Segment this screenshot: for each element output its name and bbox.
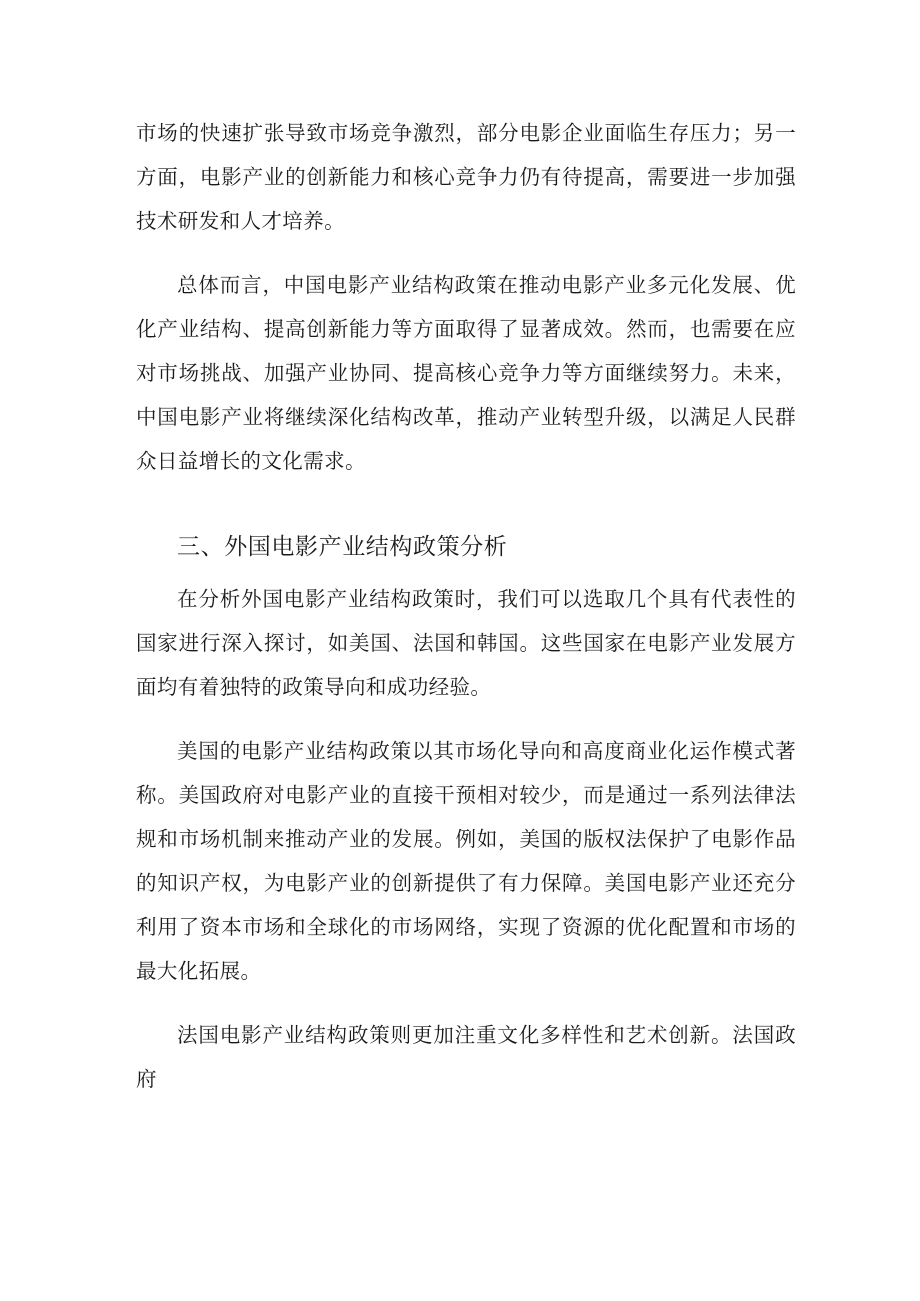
paragraph-france: 法国电影产业结构政策则更加注重文化多样性和艺术创新。法国政府 (136, 1023, 796, 1091)
section-spacer (136, 483, 796, 525)
paragraph-continued: 市场的快速扩张导致市场竞争激烈，部分电影企业面临生存压力；另一方面，电影产业的创新能力和核心竞争力仍有待提高，需要进一步加强技术研发和人才培养。 (136, 121, 796, 233)
paragraph-spacer (136, 243, 796, 263)
paragraph-summary: 总体而言，中国电影产业结构政策在推动电影产业多元化发展、优化产业结构、提高创新能力等方面取得了显著成效。然而，也需要在应对市场挑战、加强产业协同、提高核心竞争力等方面继续努力。未来，中国电影产业将继续深化结构改革，推动产业转型升级，以满足人民群众日益增长的文化需求。 (136, 273, 796, 473)
heading-spacer (136, 569, 796, 577)
paragraph-usa: 美国的电影产业结构政策以其市场化导向和高度商业化运作模式著称。美国政府对电影产业的直接干预相对较少，而是通过一系列法律法规和市场机制来推动产业的发展。例如，美国的版权法保护了电影作品的知识产权，为电影产业的创新提供了有力保障。美国电影产业还充分利用了资本市场和全球化的市场网络，实现了资源的优化配置和市场的最大化拓展。 (136, 739, 796, 983)
paragraph-spacer (136, 993, 796, 1013)
section-heading: 三、外国电影产业结构政策分析 (177, 534, 508, 560)
paragraph-intro: 在分析外国电影产业结构政策时，我们可以选取几个具有代表性的国家进行深入探讨，如美国、法国和韩国。这些国家在电影产业发展方面均有着独特的政策导向和成功经验。 (136, 587, 796, 699)
paragraph-spacer (136, 709, 796, 729)
document-body (136, 111, 796, 1101)
